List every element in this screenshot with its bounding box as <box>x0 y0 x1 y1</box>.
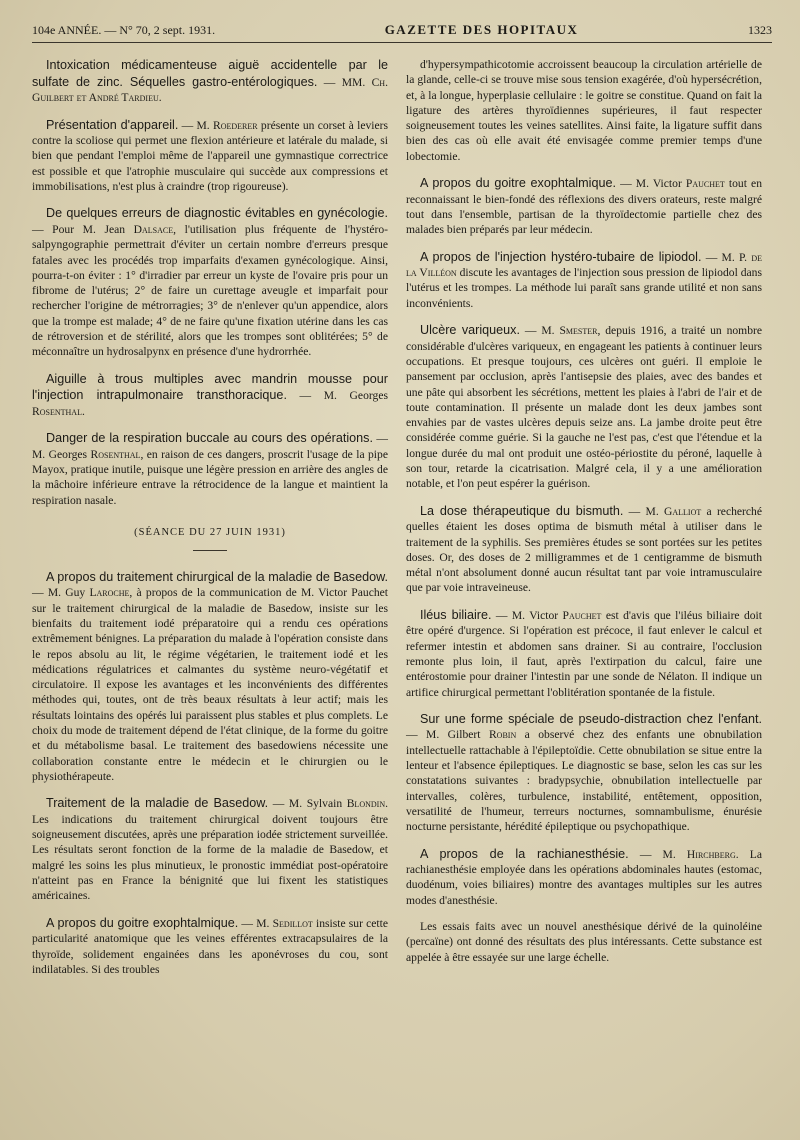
article-body: . La rachianesthésie employée dans les opérations abdominales hautes (estomac, duodénum, voies biliaires) montre des avantages multiples sur les autres modes d'anesthésie. <box>406 847 762 907</box>
article-intro: — M. Sylvain <box>268 797 347 811</box>
article-author: Hirchberg <box>686 847 736 861</box>
article-author: Sedillot <box>272 916 313 930</box>
article-intro: — M. Georges <box>286 389 388 403</box>
article-author: Pauchet <box>562 608 602 622</box>
article-author: Blondin <box>346 797 386 811</box>
article-body: discute les avantages de l'injection sous pression de lipiodol dans l'utérus et les trompes. La méthode lui paraît sans grande utilité et non sans inconvénients. <box>406 266 762 310</box>
article-author: Laroche <box>89 586 130 600</box>
article-entry <box>32 371 388 420</box>
article-intro: — M. Georges <box>32 432 389 461</box>
article-body: , à propos de la communication de M. Victor Pauchet sur le traitement chirurgical de la maladie de Basedow, insiste sur les bienfaits du traitement iodé préparatoire qui a rendu ces opérations extrêmement bénignes. La préparation du malade à l'opération consiste dans le repos absolu au lit, le régime végétarien, le traitement iodé et les médications régulatrices et calmantes du système neuro-végétatif et circulatoire. Il expose les avantages et les inconvénients des différentes méthodes qui, toutes, ont de très beaux résultats à leur actif; mais les résultats lointains des opérés lui paraissent plus stables et plus complets. Le choix du mode de traitement dépend de l'état clinique, de la forme du goitre et du métabolisme basal. Le traitement des basedowiens nécessite une collaboration constante entre le médecin et le chirurgien ou le physiothérapeute. <box>32 586 389 783</box>
article-intro: — M. Victor <box>491 608 563 622</box>
session-date: (SÉANCE DU 27 JUIN 1931) <box>134 526 286 538</box>
article-body: Les essais faits avec un nouvel anesthésique dérivé de la quinoléine (percaïne) ont donné des résultats des plus intéressants. Cette substance est appelée à être essayée sur une large échelle. <box>406 920 762 964</box>
article-intro: — M. Gilbert <box>406 728 489 742</box>
left-column <box>32 57 388 988</box>
article-body: d'hypersympathicotomie accroissent beaucoup la circulation artérielle de la glande, celle-ci se trouve mise sous tension exagérée, d'où hypersécrétion, et, à la longue, hyperplasie cellulaire : le goitre se constitue. Quand on fait la ligature des artères thyroïdiennes supérieures, il faut respecter soigneusement toutes les veines satellites. Ainsi faite, la ligature suffit dans bien des cas où elle avait été envisagée comme premier temps d'une lobectomie. <box>406 58 762 163</box>
article-body: présente un corset à leviers contre la scoliose qui permet une flexion antérieure et latérale du malade, si bien que pendant l'emploi même de l'appareil une gymnastique correctrice est possible et que l'atrophie musculaire qui succède aux compressions et immobilisations, n'est plus à craindre (trop rigoureuse). <box>32 118 389 194</box>
article-title: Ulcère variqueux. <box>420 323 520 338</box>
article-title: Iléus biliaire. <box>420 607 492 622</box>
article-body: , l'utilisation plus fréquente de l'hystéro-salpyngographie permettrait d'éviter un certain nombre d'erreurs presque fatales avec les procédés trop imparfaits d'examen gynécologique. Ainsi, pourra-t-on éviter : 1° d'irradier par erreur un kyste de l'ovaire pris pour un fibrome de l'utérus; 2° de faire un curettage aveugle et imparfait pour rechercher l'origine de métrorragies; 3° de n'enlever qu'un appendice, alors que la trompe est malade; 4° de ne faire qu'une fixation utérine dans les cas de rétroversion et de stérilité, alors que les trompes sont oblitérées; 5° de méconnaître un hydrosalpynx en présence d'une hydrorrhée. <box>32 222 388 359</box>
article-author: Rosenthal <box>90 447 141 461</box>
article-title: Danger de la respiration buccale au cours des opérations. <box>46 431 373 446</box>
article-intro: — Pour M. Jean <box>32 222 134 236</box>
article-entry <box>406 711 762 835</box>
article-intro: — M. <box>628 847 687 861</box>
article-intro: — M. <box>238 916 273 930</box>
article-entry <box>406 503 762 596</box>
divider <box>193 550 227 551</box>
article-title: Présentation d'appareil. <box>46 117 179 132</box>
article-entry <box>406 175 762 238</box>
article-author: Dalsace <box>133 222 174 236</box>
article-entry <box>32 57 388 106</box>
article-intro: — M. <box>178 118 213 132</box>
article-body: est d'avis que l'iléus biliaire doit être opéré d'urgence. Si l'opération est précoce, il faut enlever le calcul et refermer intestin et abdomen sans drainer. Si au contraire, l'occlusion remonte plus loin, il faut, après l'extirpation du calcul, faire une entérostomie pour drainer l'intestin par une sonde de Nélaton. Il indique un artifice chirurgical permettant l'oblitération spontanée de la fistule. <box>406 608 762 699</box>
article-title: A propos du goitre exophtalmique. <box>420 176 616 191</box>
article-body: tout en reconnaissant le bien-fondé des réflexions des divers orateurs, reste malgré tout dans l'ensemble, partisan de la thyroïdectomie partielle chez des malades bien préparés par leur médecin. <box>406 177 763 237</box>
article-author: Ch. Guilbert et André Tardieu. <box>32 75 388 105</box>
article-body: a observé chez des enfants une obnubilation intellectuelle rattachable à l'épileptoïdie. Cette obnubilation se situe entre la lenteur et l'absence épileptiques. Le diagnostic se base, selon les cas sur les constatations suivantes : bradypsychie, obnubilation intellectuelle par intervalles, colères, turbulence, instabilité, entêtement, opposition, versatilité de l'humeur, terreurs nocturnes, somnambulisme, énurésie nocturne persistante, hérédité épileptique ou psychopathique. <box>406 728 762 834</box>
article-entry <box>406 322 762 492</box>
article-author: de la Villéon <box>406 250 762 280</box>
article-author: Rosenthal. <box>32 404 85 418</box>
article-intro: — M. <box>519 324 560 338</box>
article-title: A propos de la rachianesthésie. <box>420 846 629 861</box>
article-entry <box>32 205 388 359</box>
article-intro: — MM. <box>317 75 372 89</box>
article-author: Smester <box>559 324 598 338</box>
article-body: a recherché quelles étaient les doses optima de bismuth métal à utiliser dans le traitement de la syphilis. Ses premières études se sont portées sur les petites doses. Or, des doses de 2 milligrammes et de 1 centigramme de bismuth métal n'ont absolument donné aucun résultat tant par voie intramusculaire que par voie intraveineuse. <box>406 504 762 595</box>
article-author: Robin <box>488 728 517 742</box>
text-columns <box>32 57 772 988</box>
article-title: Sur une forme spéciale de pseudo-distraction chez l'enfant. <box>420 711 762 726</box>
article-body: , en raison de ces dangers, proscrit l'usage de la pipe Mayox, pratique inutile, puisque une légère pression en arrière des angles de la mâchoire inférieure entrave la rétrocidence de la langue et maintient la respiration nasale. <box>32 447 388 507</box>
article-title: A propos du goitre exophtalmique. <box>46 915 239 930</box>
article-title: A propos de l'injection hystéro-tubaire de lipiodol. <box>420 249 702 264</box>
article-entry <box>32 430 388 508</box>
article-entry <box>406 249 762 312</box>
article-entry <box>32 915 388 978</box>
article-entry <box>32 795 388 903</box>
left-column-articles <box>32 57 388 508</box>
article-author: Pauchet <box>685 177 725 191</box>
article-title: Intoxication médicamenteuse aiguë accidentelle par le sulfate de zinc. Séquelles gastro-entérologiques. <box>32 58 388 89</box>
article-title: De quelques erreurs de diagnostic évitables en gynécologie. <box>46 206 388 221</box>
article-intro: — M. <box>623 504 664 518</box>
article-intro: — M. Guy <box>32 586 90 600</box>
article-body: insiste sur cette particularité anatomique que les veines efférentes extracapsulaires de la thyroïde, solidement engainées dans les aponévroses du cou, sont indilatables. Si des troubles <box>32 916 389 976</box>
article-entry <box>32 569 388 784</box>
article-entry <box>406 846 762 909</box>
article-author: Roederer <box>213 118 258 132</box>
right-column-articles <box>406 57 762 965</box>
article-author: Galliot <box>664 504 702 518</box>
article-title: La dose thérapeutique du bismuth. <box>420 503 624 518</box>
issue-info: 104e ANNÉE. — N° 70, 2 sept. 1931. <box>32 23 216 37</box>
right-column <box>406 57 762 988</box>
article-intro: — M. Victor <box>615 177 686 191</box>
article-intro: — M. P. <box>701 250 752 264</box>
article-entry <box>406 919 762 965</box>
page-number: 1323 <box>748 23 772 37</box>
article-title: A propos du traitement chirurgical de la maladie de Basedow. <box>46 569 388 584</box>
left-column-articles-2 <box>32 569 388 977</box>
article-entry <box>406 57 762 164</box>
article-title: Traitement de la maladie de Basedow. <box>46 796 269 811</box>
journal-title: GAZETTE DES HOPITAUX <box>384 22 579 37</box>
article-title: Aiguille à trous multiples avec mandrin mousse pour l'injection intrapulmonaire transthoracique. <box>32 371 388 403</box>
page-header <box>32 22 772 43</box>
article-entry <box>406 607 762 700</box>
article-body: . Les indications du traitement chirurgical doivent toujours être soigneusement discutées, après une préparation iodée strictement surveillée. Les résultats seront fonction de la forme de la maladie de Basedow, et malgré les soins les plus minutieux, le pronostic immédiat post-opératoire n'atteint pas en France la bénignité que lui fixent les statistiques américaines. <box>32 797 389 903</box>
article-entry <box>32 117 388 195</box>
article-body: , depuis 1916, a traité un nombre considérable d'ulcères variqueux, en engageant les patients à continuer leurs occupations. Et presque toujours, ces ulcères ont guéri. Il emploie le pansement par occlusion, après l'antisepsie des plaies, avec des bandes et une pâte qui absorbent les sécrétions, mettent les plaies à l'abri de l'air et de toute contamination. Il présente un malade dont les deux jambes sont envahies par de vastes ulcères depuis seize ans. La jambe droite peut être considérée comme guérie. Si la gauche ne l'est pas, c'est que l'étendue et la longue durée du mal ont produit une ostéo-périostite du péroné, laquelle à son tour, retarde la cicatrisation. Malgré cela, il y a une amélioration notable, et l'on peut espérer la guérison. <box>406 324 762 491</box>
